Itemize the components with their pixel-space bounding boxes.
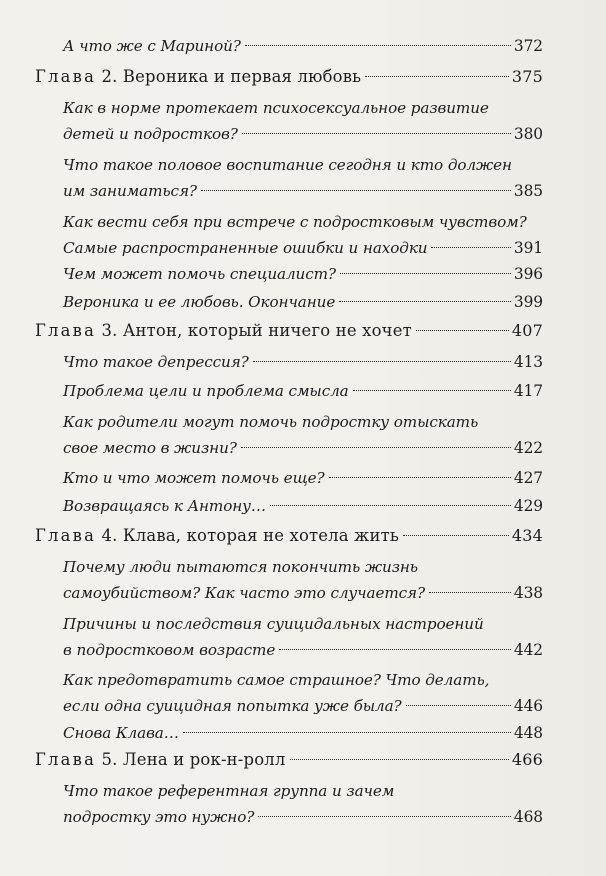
dot-leader	[329, 477, 511, 478]
dot-leader	[241, 447, 511, 448]
toc-line	[63, 410, 543, 434]
toc-line	[63, 122, 543, 146]
page-number: 396	[513, 265, 543, 283]
chapter-word: Глава	[35, 67, 97, 86]
toc-line	[63, 96, 543, 120]
page-number: 427	[513, 469, 543, 487]
section-title: Как вести себя при встрече с подростковым чувством?	[63, 213, 527, 231]
section-title: детей и подростков?	[63, 125, 238, 143]
toc-line	[63, 153, 543, 177]
toc-line	[63, 210, 543, 234]
dot-leader	[365, 76, 509, 77]
dot-leader	[279, 649, 511, 650]
toc-line	[63, 379, 543, 403]
page-number: 468	[513, 808, 543, 826]
toc-line	[63, 290, 543, 314]
dot-leader	[431, 247, 510, 248]
page-number: 380	[513, 125, 543, 143]
dot-leader	[416, 330, 509, 331]
dot-leader	[258, 816, 511, 817]
dot-leader	[201, 190, 511, 191]
chapter-title: 3. Антон, который ничего не хочет	[101, 321, 412, 340]
section-title: Возвращаясь к Антону…	[63, 497, 266, 515]
toc-line	[35, 748, 543, 772]
section-title: Самые распространенные ошибки и находки	[63, 239, 428, 257]
toc-line	[63, 805, 543, 829]
toc-line	[63, 179, 543, 203]
section-title: А что же с Мариной?	[63, 37, 241, 55]
toc-line	[35, 524, 543, 548]
section-title: Кто и что может помочь еще?	[63, 469, 325, 487]
page-number: 375	[511, 67, 543, 86]
dot-leader	[403, 535, 509, 536]
toc-line	[63, 668, 543, 692]
page-number: 438	[513, 584, 543, 602]
toc-line	[63, 262, 543, 286]
chapter-title: 2. Вероника и первая любовь	[101, 67, 362, 86]
toc-line	[63, 721, 543, 745]
chapter-word: Глава	[35, 750, 97, 769]
page-number: 429	[513, 497, 543, 515]
chapter-word: Глава	[35, 321, 97, 340]
page-number: 399	[513, 293, 543, 311]
dot-leader	[242, 133, 511, 134]
section-title: Что такое депрессия?	[63, 353, 249, 371]
chapter-title: 4. Клава, которая не хотела жить	[101, 526, 399, 545]
page-number: 372	[513, 37, 543, 55]
toc-line	[63, 555, 543, 579]
section-title: Что такое референтная группа и зачем	[63, 782, 395, 800]
page-number: 413	[513, 353, 543, 371]
page-number: 434	[511, 526, 543, 545]
toc-line	[63, 436, 543, 460]
chapter-word: Глава	[35, 526, 97, 545]
section-title: Что такое половое воспитание сегодня и кто должен	[63, 156, 512, 174]
toc-line	[63, 638, 543, 662]
page-number: 446	[513, 697, 543, 715]
section-title: Вероника и ее любовь. Окончание	[63, 293, 336, 311]
section-title: им заниматься?	[63, 182, 197, 200]
page-number: 391	[513, 239, 543, 257]
toc-line	[63, 350, 543, 374]
page-number: 422	[513, 439, 543, 457]
section-title: самоубийством? Как часто это случается?	[63, 584, 426, 602]
dot-leader	[270, 505, 511, 506]
page-number: 442	[513, 641, 543, 659]
section-title: Снова Клава…	[63, 724, 179, 742]
section-title: подростку это нужно?	[63, 808, 255, 826]
section-title: Как в норме протекает психосексуальное развитие	[63, 99, 489, 117]
section-title: Причины и последствия суицидальных настроений	[63, 615, 484, 633]
toc-line	[63, 694, 543, 718]
toc-line	[35, 65, 543, 89]
section-title: Как родители могут помочь подростку отыскать	[63, 413, 479, 431]
toc-line	[63, 779, 543, 803]
dot-leader	[253, 361, 511, 362]
page-number: 448	[513, 724, 543, 742]
dot-leader	[429, 592, 511, 593]
chapter-title: 5. Лена и рок-н-ролл	[101, 750, 286, 769]
toc-line	[63, 581, 543, 605]
section-title: Как предотвратить самое страшное? Что делать,	[63, 671, 490, 689]
section-title: Проблема цели и проблема смысла	[63, 382, 349, 400]
page-number: 407	[511, 321, 543, 340]
toc-line	[63, 236, 543, 260]
section-title: Почему люди пытаются покончить жизнь	[63, 558, 418, 576]
dot-leader	[245, 45, 511, 46]
dot-leader	[183, 732, 511, 733]
dot-leader	[340, 273, 511, 274]
page-number: 466	[511, 750, 543, 769]
section-title: Чем может помочь специалист?	[63, 265, 336, 283]
toc-line	[63, 494, 543, 518]
page-number: 385	[513, 182, 543, 200]
dot-leader	[339, 301, 511, 302]
toc-line	[63, 612, 543, 636]
section-title: свое место в жизни?	[63, 439, 237, 457]
toc-line	[63, 466, 543, 490]
toc-line	[35, 319, 543, 343]
dot-leader	[353, 390, 511, 391]
section-title: если одна суицидная попытка уже была?	[63, 697, 402, 715]
toc-line	[63, 34, 543, 58]
page-number: 417	[513, 382, 543, 400]
dot-leader	[290, 759, 509, 760]
section-title: в подростковом возрасте	[63, 641, 276, 659]
dot-leader	[406, 705, 511, 706]
